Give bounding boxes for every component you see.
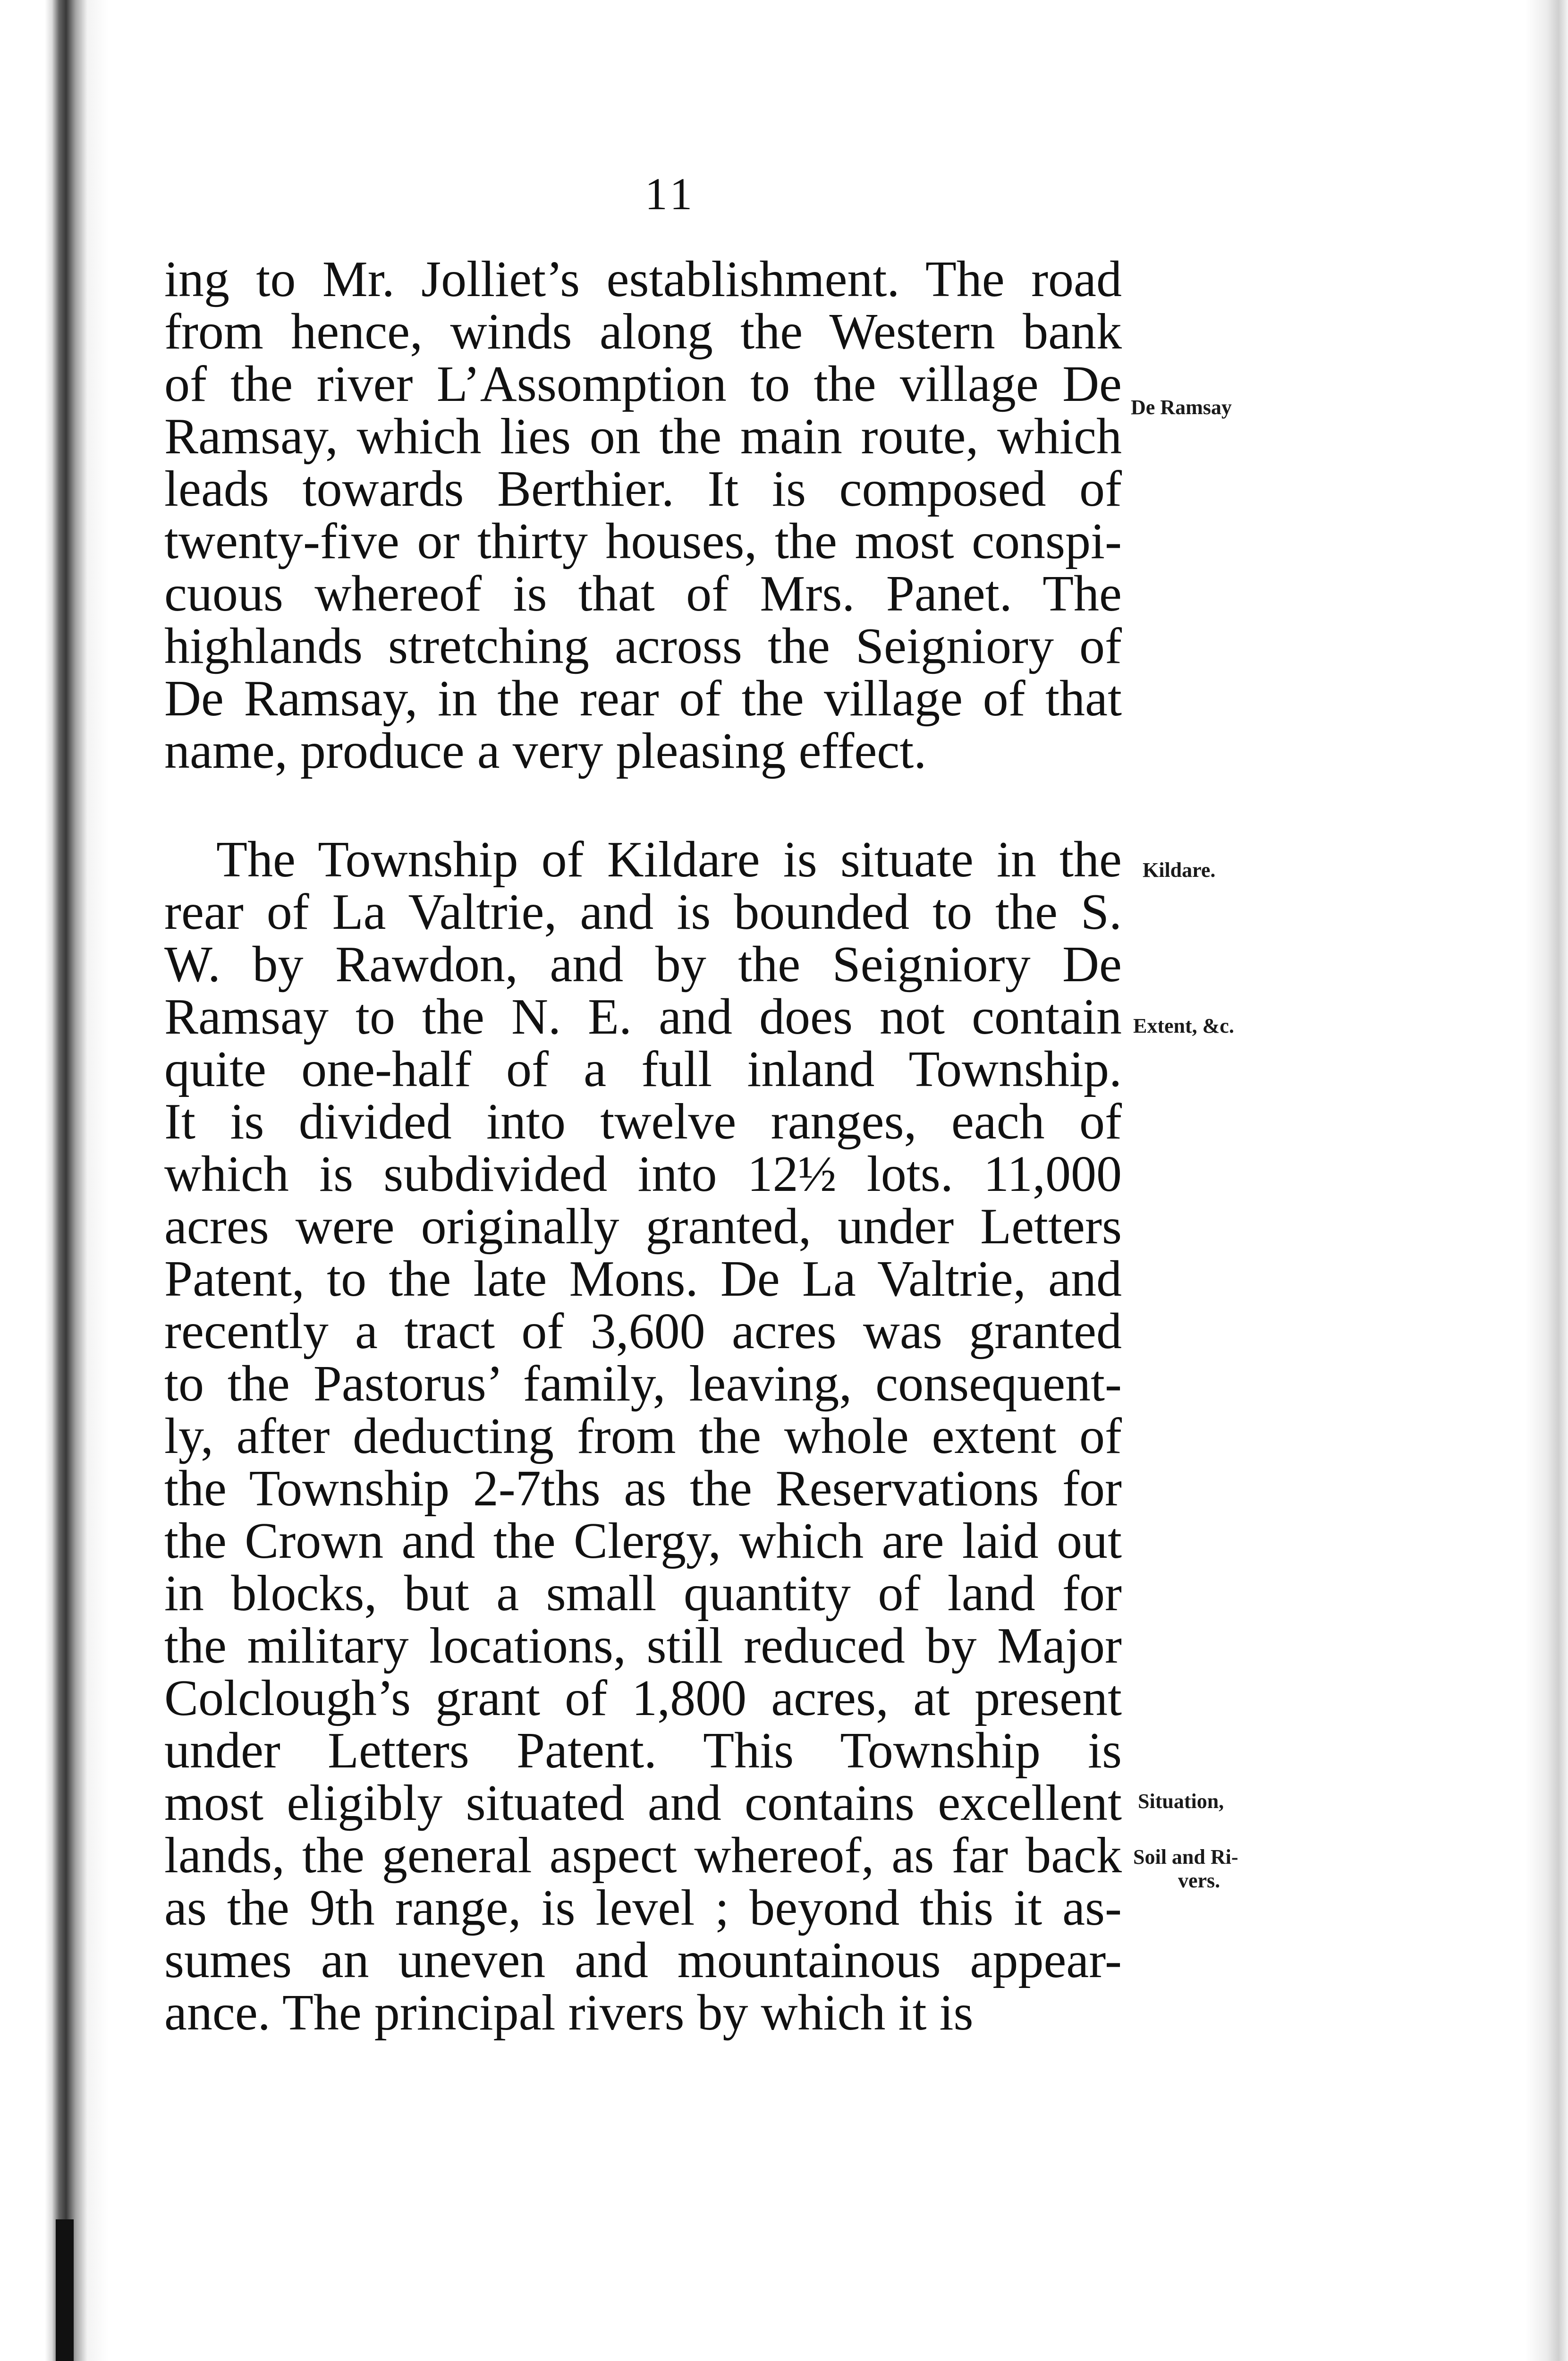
text-line: ing to Mr. Jolliet’s establishment. The road: [164, 251, 1122, 307]
text-line: as the 9th range, is level ; beyond this it as-: [164, 1880, 1122, 1936]
text-line: ly, after deducting from the whole extent of: [164, 1408, 1122, 1464]
text-line: sumes an uneven and mountainous appear-: [164, 1932, 1122, 1988]
text-line: acres were originally granted, under Letters: [164, 1198, 1122, 1255]
text-line: in blocks, but a small quantity of land for: [164, 1565, 1122, 1622]
text-line: Colclough’s grant of 1,800 acres, at present: [164, 1670, 1122, 1726]
text-line: of the river L’Assomption to the village De: [164, 356, 1122, 412]
text-line: Ramsay to the N. E. and does not contain: [164, 989, 1122, 1045]
text-line: most eligibly situated and contains excellent: [164, 1775, 1122, 1831]
text-line: the Township 2-7ths as the Reservations for: [164, 1461, 1122, 1517]
text-line: leads towards Berthier. It is composed of: [164, 461, 1122, 517]
text-line: from hence, winds along the Western bank: [164, 304, 1122, 360]
text-line: which is subdivided into 12½ lots. 11,000: [164, 1146, 1122, 1202]
binding-shadow: [56, 2219, 74, 2361]
text-line: the Crown and the Clergy, which are laid out: [164, 1513, 1122, 1569]
page-number: 11: [644, 169, 696, 219]
text-line: under Letters Patent. This Township is: [164, 1723, 1122, 1779]
text-line: highlands stretching across the Seigniory of: [164, 618, 1122, 674]
text-line: W. by Rawdon, and by the Seigniory De: [164, 936, 1122, 993]
paragraph-2: [164, 833, 1122, 2039]
margin-note-soil-rivers: Soil and Ri-: [1133, 1845, 1238, 1868]
margin-note-de-ramsay: De Ramsay: [1131, 396, 1232, 419]
text-line: lands, the general aspect whereof, as far back: [164, 1827, 1122, 1884]
text-line: twenty-five or thirty houses, the most conspi-: [164, 513, 1122, 569]
text-line: De Ramsay, in the rear of the village of that: [164, 671, 1122, 727]
text-line: cuous whereof is that of Mrs. Panet. The: [164, 566, 1122, 622]
paragraph-1: [164, 253, 1122, 777]
text-line: name, produce a very pleasing effect.: [164, 723, 927, 779]
text-line: rear of La Valtrie, and is bounded to the S.: [164, 884, 1122, 940]
page-edge: [1464, 0, 1568, 2361]
margin-note-kildare: Kildare.: [1143, 858, 1216, 882]
text-line: Patent, to the late Mons. De La Valtrie, and: [164, 1251, 1122, 1307]
margin-note-situation: Situation,: [1138, 1790, 1224, 1813]
text-line: recently a tract of 3,600 acres was granted: [164, 1303, 1122, 1359]
text-line: It is divided into twelve ranges, each of: [164, 1094, 1122, 1150]
binding-edge: [0, 0, 109, 2361]
text-line: Ramsay, which lies on the main route, which: [164, 408, 1122, 465]
text-line: to the Pastorus’ family, leaving, consequent-: [164, 1356, 1122, 1412]
text-line: quite one-half of a full inland Township.: [164, 1041, 1122, 1097]
margin-note-extent: Extent, &c.: [1133, 1014, 1234, 1037]
text-line: ance. The principal rivers by which it is: [164, 1985, 974, 2041]
text-line: the military locations, still reduced by Major: [164, 1618, 1122, 1674]
text-line: The Township of Kildare is situate in the: [216, 832, 1122, 888]
margin-note-soil-rivers-cont: vers.: [1178, 1869, 1220, 1892]
